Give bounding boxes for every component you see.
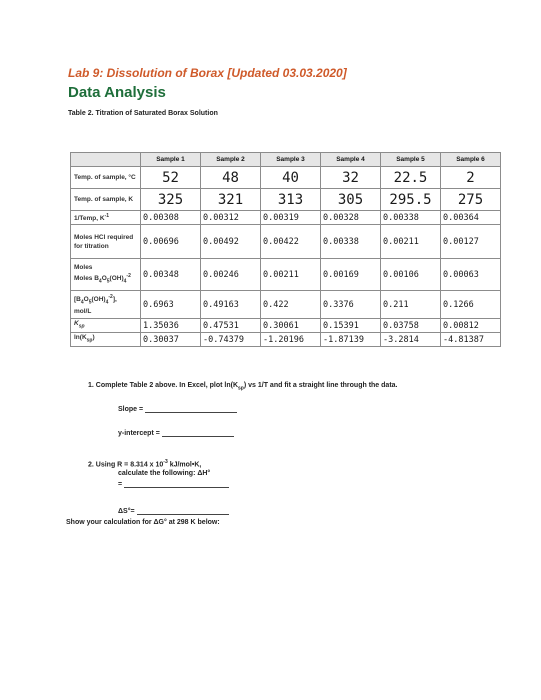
column-header: Sample 3 bbox=[261, 153, 321, 167]
table-header-row bbox=[71, 153, 501, 167]
column-header: Sample 5 bbox=[381, 153, 441, 167]
cell-value: 0.00211 bbox=[381, 225, 441, 259]
cell-value: 48 bbox=[201, 167, 261, 189]
cell-value: 2 bbox=[441, 167, 501, 189]
cell-value: 0.00308 bbox=[141, 211, 201, 225]
column-header: Sample 2 bbox=[201, 153, 261, 167]
cell-value: -4.81387 bbox=[441, 333, 501, 347]
cell-value: 0.47531 bbox=[201, 319, 261, 333]
cell-value: 0.00127 bbox=[441, 225, 501, 259]
row-label: $\ln(K_{sp})$ bbox=[71, 333, 141, 347]
column-header: Sample 1 bbox=[141, 153, 201, 167]
ds-label: ΔS°= bbox=[118, 508, 135, 515]
borax-titration-table bbox=[70, 152, 501, 347]
cell-value: 295.5 bbox=[381, 189, 441, 211]
cell-value: 52 bbox=[141, 167, 201, 189]
cell-value: 0.30037 bbox=[141, 333, 201, 347]
column-header: Sample 6 bbox=[441, 153, 501, 167]
row-label: Temp. of sample, K bbox=[71, 189, 141, 211]
cell-value: 0.00246 bbox=[201, 259, 261, 291]
cell-value: 0.3376 bbox=[321, 291, 381, 319]
cell-value: 0.00422 bbox=[261, 225, 321, 259]
table-row bbox=[71, 211, 501, 225]
cell-value: 0.00169 bbox=[321, 259, 381, 291]
table-caption: Table 2. Titration of Saturated Borax Solution bbox=[68, 110, 218, 117]
slope-answer-blank[interactable] bbox=[145, 412, 237, 413]
cell-value: 0.15391 bbox=[321, 319, 381, 333]
cell-value: 0.30061 bbox=[261, 319, 321, 333]
intercept-answer-blank[interactable] bbox=[162, 436, 234, 437]
table-row bbox=[71, 225, 501, 259]
cell-value: 0.00338 bbox=[381, 211, 441, 225]
cell-value: -0.74379 bbox=[201, 333, 261, 347]
cell-value: 325 bbox=[141, 189, 201, 211]
cell-value: 0.03758 bbox=[381, 319, 441, 333]
table-row bbox=[71, 167, 501, 189]
cell-value: 0.00312 bbox=[201, 211, 261, 225]
cell-value: 0.211 bbox=[381, 291, 441, 319]
cell-value: 40 bbox=[261, 167, 321, 189]
cell-value: 0.00348 bbox=[141, 259, 201, 291]
dh-equals: = bbox=[118, 481, 123, 488]
cell-value: 321 bbox=[201, 189, 261, 211]
cell-value: 1.35036 bbox=[141, 319, 201, 333]
table-row bbox=[71, 333, 501, 347]
row-label: 1/Temp, $K^{-1}$ bbox=[71, 211, 141, 225]
question-2-line-2: calculate the following: ΔH° bbox=[118, 470, 211, 477]
intercept-line bbox=[118, 430, 234, 437]
cell-value: 0.00492 bbox=[201, 225, 261, 259]
ds-answer-blank[interactable] bbox=[137, 514, 229, 515]
row-label: $[B_4O_5(OH)_4^{-2}]$, mol/L bbox=[71, 291, 141, 319]
cell-value: 275 bbox=[441, 189, 501, 211]
dh-answer-blank[interactable] bbox=[124, 487, 229, 488]
cell-value: 313 bbox=[261, 189, 321, 211]
slope-line bbox=[118, 406, 237, 413]
cell-value: 305 bbox=[321, 189, 381, 211]
dg-instruction: Show your calculation for ΔG° at 298 K below: bbox=[66, 519, 220, 526]
dh-answer-line bbox=[118, 481, 229, 488]
question-2: 2. Using R = 8.314 x $10^{-3}$ kJ/mol•K, bbox=[88, 459, 202, 469]
table-row bbox=[71, 189, 501, 211]
cell-value: -3.2814 bbox=[381, 333, 441, 347]
row-label: Temp. of sample, °C bbox=[71, 167, 141, 189]
table-row bbox=[71, 291, 501, 319]
cell-value: 0.00063 bbox=[441, 259, 501, 291]
cell-value: 0.00328 bbox=[321, 211, 381, 225]
table-row bbox=[71, 259, 501, 291]
cell-value: 0.00364 bbox=[441, 211, 501, 225]
cell-value: 0.00319 bbox=[261, 211, 321, 225]
row-label: $K_{sp}$ bbox=[71, 319, 141, 333]
row-label: Moles HCl required for titration bbox=[71, 225, 141, 259]
intercept-label: y-intercept = bbox=[118, 430, 160, 437]
cell-value: 0.6963 bbox=[141, 291, 201, 319]
cell-value: -1.87139 bbox=[321, 333, 381, 347]
cell-value: 0.00696 bbox=[141, 225, 201, 259]
question-1: 1. Complete Table 2 above. In Excel, plot $\ln(K_{sp})$ vs 1/T and fit a straight line through the data. bbox=[88, 382, 398, 392]
section-heading: Data Analysis bbox=[68, 84, 166, 101]
cell-value: 0.00106 bbox=[381, 259, 441, 291]
table-row bbox=[71, 319, 501, 333]
cell-value: 0.1266 bbox=[441, 291, 501, 319]
cell-value: 22.5 bbox=[381, 167, 441, 189]
cell-value: -1.20196 bbox=[261, 333, 321, 347]
slope-label: Slope = bbox=[118, 406, 144, 413]
cell-value: 0.00211 bbox=[261, 259, 321, 291]
cell-value: 0.49163 bbox=[201, 291, 261, 319]
ds-answer-line bbox=[118, 508, 229, 515]
corner-cell bbox=[71, 153, 141, 167]
row-label: Moles Moles $B_4O_5(OH)_4^{-2}$ bbox=[71, 259, 141, 291]
cell-value: 32 bbox=[321, 167, 381, 189]
cell-value: 0.422 bbox=[261, 291, 321, 319]
lab-title: Lab 9: Dissolution of Borax [Updated 03.03.2020] bbox=[68, 66, 347, 80]
column-header: Sample 4 bbox=[321, 153, 381, 167]
cell-value: 0.00812 bbox=[441, 319, 501, 333]
cell-value: 0.00338 bbox=[321, 225, 381, 259]
